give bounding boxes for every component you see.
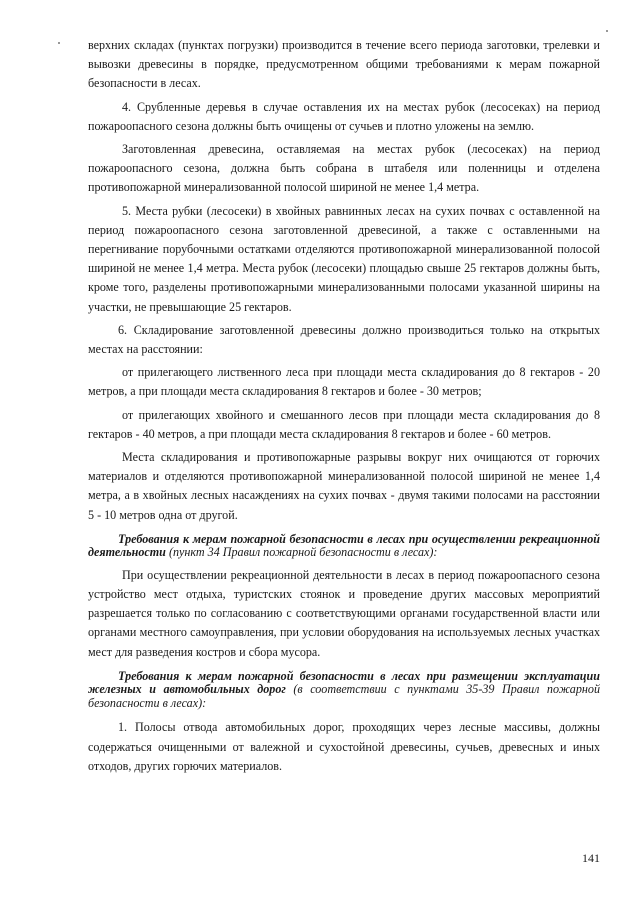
section-heading-roads [88, 670, 600, 711]
paragraph-recreation: При осуществлении рекреационной деятельности в лесах в период пожароопасного сезона устройство мест отдыха, туристских стоянок и проведение других массовых мероприятий разрешается только по согласованию с соответствующими органами государственной власти или органами местного самоуправления, при условии оборудования на используемых лесных участках мест для разведения костров и сбора мусора. [88, 567, 600, 659]
heading-italic-text: (пункт 34 Правил пожарной безопасности в лесах): [165, 545, 438, 560]
paragraph-item-6: 6. Складирование заготовленной древесины должно производиться только на открытых местах на расстоянии: [88, 322, 600, 357]
paragraph-storage-clearing: Места складирования и противопожарные разрывы вокруг них очищаются от горючих материалов и отделяются противопожарной минерализованной полосой шириной не менее 1,4 метра, а в хвойных лесных насаждениях на сухих почвах - двумя такими полосами на расстоянии 5 - 10 метров одна от другой. [88, 450, 600, 522]
paragraph-roads-item-1: 1. Полосы отвода автомобильных дорог, проходящих через лесные массивы, должны содержаться очищенными от валежной и сухостойной древесины, сучьев, древесных и иных отходов, других горючих материалов. [88, 720, 600, 773]
paragraph-coniferous-distance: от прилегающих хвойного и смешанного лесов при площади места складирования до 8 гектаров - 40 метров, а при площади места складирования 8 гектаров и более - 60 метров. [88, 407, 600, 441]
section-heading-recreation [88, 533, 600, 560]
paragraph-upper-warehouses: верхних складах (пунктах погрузки) производится в течение всего периода заготовки, трелевки и вывозки древесины в порядке, предусмотренном общими требованиями к мерам пожарной безопасности в лесах. [88, 38, 600, 91]
paragraph-deciduous-distance: от прилегающего лиственного леса при площади места складирования до 8 гектаров - 20 метров, а при площади места складирования 8 гектаров и более - 30 метров; [88, 365, 600, 399]
scan-speck [58, 42, 60, 44]
page-number: 141 [582, 851, 600, 865]
scan-speck [606, 30, 608, 32]
heading-italic-text: (в соответствии с пунктами 35-39 Правил пожарной безопасности в лесах): [88, 682, 600, 710]
paragraph-harvested-wood: Заготовленная древесина, оставляемая на местах рубок (лесосеках) на период пожароопасного сезона, должна быть собрана в штабеля или поленницы и отделена противопожарной минерализованной полосой шириной не менее 1,4 метра. [88, 142, 600, 195]
paragraph-item-5: 5. Места рубки (лесосеки) в хвойных равнинных лесах на сухих почвах с оставленной на период пожароопасного сезона заготовленной древесиной, а также с оставленными на перегнивание порубочными остатками отделяются противопожарной минерализованной полосой шириной не менее 1,4 метра. Места рубок (лесосеки) площадью свыше 25 гектаров должны быть, кроме того, разделены противопожарными минерализованными полосами указанной ширины на участки, не превышающие 25 гектаров. [88, 203, 600, 314]
paragraph-item-4: 4. Срубленные деревья в случае оставления их на местах рубок (лесосеках) на период пожароопасного сезона должны быть очищены от сучьев и плотно уложены на землю. [88, 99, 600, 133]
heading-bold-text: Требования к мерам пожарной безопасности в лесах при осуществлении рекреационной деятельности [88, 531, 600, 560]
heading-bold-text: Требования к мерам пожарной безопасности в лесах при размещении эксплуатации железных и автомобильных дорог [88, 668, 600, 697]
